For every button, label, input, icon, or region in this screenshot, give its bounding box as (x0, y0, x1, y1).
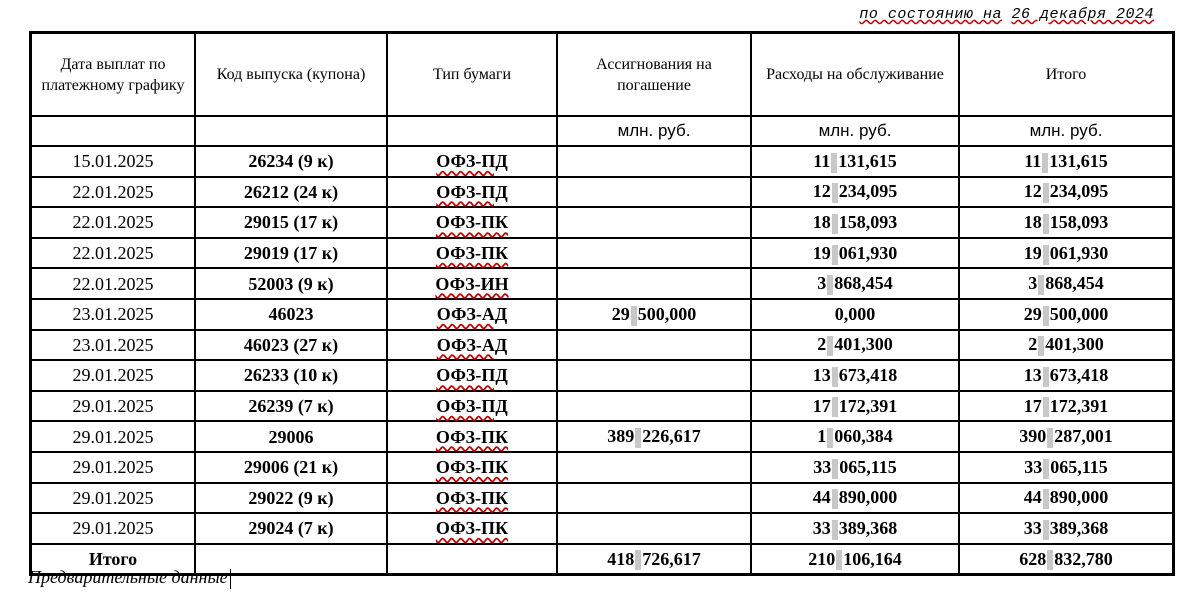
thousands-separator-mark (631, 306, 637, 326)
thousands-separator-mark (1047, 428, 1053, 448)
thousands-separator-mark (827, 336, 833, 356)
thousands-separator-mark (831, 153, 837, 173)
security-type: ОФЗ-АД (436, 334, 508, 355)
cell-date: 22.01.2025 (31, 177, 195, 208)
cell-type (387, 238, 557, 269)
thousands-separator-mark (832, 459, 838, 479)
cell-total (959, 483, 1173, 514)
security-type: ОФЗ-ПК (435, 487, 509, 508)
thousands-separator-mark (635, 550, 641, 570)
table-row (31, 207, 1173, 238)
cell-code: 29006 (21 к) (195, 452, 387, 483)
cell-redemption (557, 483, 751, 514)
cell-type (387, 268, 557, 299)
number-rest: 131,615 (1049, 150, 1108, 171)
thousands-separator-mark (1043, 306, 1049, 326)
cell-service (751, 177, 959, 208)
number-thousands: 12 (812, 181, 831, 202)
number-rest: 401,300 (1045, 334, 1104, 355)
totals-service (751, 544, 959, 575)
table-row (31, 452, 1173, 483)
thousands-separator-mark (1043, 520, 1049, 540)
cell-redemption (557, 391, 751, 422)
number-rest: 890,000 (838, 487, 898, 508)
thousands-separator-mark (827, 428, 833, 448)
security-type: ОФЗ-ПК (435, 212, 509, 233)
cell-service (751, 146, 959, 177)
cell-code: 29019 (17 к) (195, 238, 387, 269)
cell-code: 26212 (24 к) (195, 177, 387, 208)
thousands-separator-mark (832, 245, 838, 265)
units-service: млн. руб. (751, 116, 959, 146)
thousands-separator-mark (836, 550, 842, 570)
cell-code: 29024 (7 к) (195, 513, 387, 544)
cell-type (387, 360, 557, 391)
cell-code: 26233 (10 к) (195, 360, 387, 391)
security-type: ОФЗ-ПД (436, 396, 508, 417)
cell-redemption (557, 238, 751, 269)
header-type: Тип бумаги (387, 33, 557, 116)
number-rest: 234,095 (1049, 181, 1109, 202)
number-thousands: 17 (1023, 395, 1042, 416)
thousands-separator-mark (1043, 214, 1049, 234)
number-thousands: 33 (812, 517, 831, 538)
header-date: Дата выплат по платежному графику (31, 33, 195, 116)
cell-service (751, 207, 959, 238)
cell-service (751, 513, 959, 544)
cell-date: 23.01.2025 (31, 299, 195, 330)
cell-redemption (557, 299, 751, 330)
cell-date: 29.01.2025 (31, 452, 195, 483)
cell-service (751, 268, 959, 299)
cell-service (751, 483, 959, 514)
number-rest: 890,000 (1049, 487, 1109, 508)
thousands-separator-mark (827, 275, 833, 295)
cell-date: 22.01.2025 (31, 268, 195, 299)
number-rest: 226,617 (642, 426, 701, 447)
cell-total (959, 207, 1173, 238)
cell-type (387, 391, 557, 422)
number-thousands: 33 (1023, 517, 1042, 538)
cell-total (959, 421, 1173, 452)
cell-redemption (557, 268, 751, 299)
cell-service (751, 421, 959, 452)
number-thousands: 13 (812, 365, 831, 386)
number-thousands: 3 (817, 273, 827, 294)
number-rest: 832,780 (1054, 548, 1113, 569)
number-thousands: 3 (1028, 273, 1038, 294)
as-of-prefix: по состоянию на (859, 6, 1002, 23)
cell-type (387, 299, 557, 330)
units-empty (195, 116, 387, 146)
cell-code: 26234 (9 к) (195, 146, 387, 177)
cell-code: 29015 (17 к) (195, 207, 387, 238)
totals-redemption (557, 544, 751, 575)
thousands-separator-mark (832, 520, 838, 540)
number-rest: 673,418 (838, 365, 898, 386)
security-type: ОФЗ-ПК (435, 518, 509, 539)
cell-type (387, 146, 557, 177)
cell-type (387, 483, 557, 514)
thousands-separator-mark (832, 214, 838, 234)
number-rest: 065,115 (839, 456, 897, 477)
cell-date: 15.01.2025 (31, 146, 195, 177)
cell-code: 29006 (195, 421, 387, 452)
thousands-separator-mark (1042, 153, 1048, 173)
thousands-separator-mark (832, 489, 838, 509)
thousands-separator-mark (635, 428, 641, 448)
cell-date: 22.01.2025 (31, 238, 195, 269)
number-thousands: 11 (813, 150, 831, 171)
number-thousands: 390 (1019, 426, 1047, 447)
number-thousands: 44 (1023, 487, 1042, 508)
number-rest: 060,384 (834, 426, 893, 447)
number-thousands: 11 (1024, 150, 1042, 171)
totals-label: Итого (31, 544, 195, 575)
table-row (31, 146, 1173, 177)
cell-total (959, 391, 1173, 422)
header-row (31, 33, 1173, 116)
cell-service (751, 238, 959, 269)
cell-date: 29.01.2025 (31, 513, 195, 544)
as-of-date (859, 6, 1154, 23)
table-row (31, 513, 1173, 544)
number-thousands: 18 (1023, 212, 1042, 233)
thousands-separator-mark (832, 397, 838, 417)
number-thousands: 2 (817, 334, 827, 355)
header-service: Расходы на обслуживание (751, 33, 959, 116)
units-total: млн. руб. (959, 116, 1173, 146)
number-rest: 065,115 (1050, 456, 1108, 477)
number-rest: 389,368 (838, 517, 898, 538)
thousands-separator-mark (832, 367, 838, 387)
number-rest: 500,000 (637, 303, 697, 324)
thousands-separator-mark (1043, 367, 1049, 387)
cell-redemption (557, 452, 751, 483)
totals-total (959, 544, 1173, 575)
cell-code: 52003 (9 к) (195, 268, 387, 299)
security-type: ОФЗ-ПД (436, 181, 508, 202)
thousands-separator-mark (1038, 336, 1044, 356)
cell-redemption (557, 330, 751, 361)
table-row (31, 238, 1173, 269)
cell-total (959, 146, 1173, 177)
table-row (31, 177, 1173, 208)
cell-service: 0,000 (751, 299, 959, 330)
number-rest: 287,001 (1054, 426, 1113, 447)
thousands-separator-mark (1043, 183, 1049, 203)
cell-date: 29.01.2025 (31, 483, 195, 514)
units-row (31, 116, 1173, 146)
number-rest: 061,930 (1049, 242, 1109, 263)
cell-type (387, 207, 557, 238)
cell-total (959, 177, 1173, 208)
table-row (31, 483, 1173, 514)
cell-service (751, 391, 959, 422)
cell-type (387, 421, 557, 452)
note-text: Предварительные данные (28, 567, 228, 587)
cell-total (959, 299, 1173, 330)
security-type: ОФЗ-АД (436, 304, 508, 325)
payments-table (29, 31, 1175, 576)
number-thousands: 628 (1019, 548, 1047, 569)
cell-code: 46023 (27 к) (195, 330, 387, 361)
number-thousands: 29 (1023, 303, 1042, 324)
number-thousands: 13 (1023, 365, 1042, 386)
number-thousands: 1 (817, 426, 827, 447)
cell-redemption (557, 207, 751, 238)
number-rest: 172,391 (838, 395, 898, 416)
number-thousands: 389 (607, 426, 635, 447)
table-row (31, 360, 1173, 391)
thousands-separator-mark (1047, 550, 1053, 570)
number-thousands: 33 (1024, 456, 1043, 477)
thousands-separator-mark (1043, 459, 1049, 479)
cell-service (751, 330, 959, 361)
cell-total (959, 513, 1173, 544)
number-rest: 158,093 (838, 212, 898, 233)
table-row (31, 299, 1173, 330)
units-empty (31, 116, 195, 146)
security-type: ОФЗ-ПД (436, 365, 508, 386)
cell-date: 29.01.2025 (31, 421, 195, 452)
cell-date: 29.01.2025 (31, 360, 195, 391)
units-empty (387, 116, 557, 146)
cell-total (959, 238, 1173, 269)
number-rest: 500,000 (1049, 303, 1109, 324)
security-type: ОФЗ-ПК (435, 457, 509, 478)
table-row (31, 268, 1173, 299)
totals-empty (387, 544, 557, 575)
number-thousands: 210 (808, 548, 836, 569)
number-thousands: 2 (1028, 334, 1038, 355)
cell-service (751, 360, 959, 391)
number-rest: 158,093 (1049, 212, 1109, 233)
as-of-date-value: 26 декабря 2024 (1011, 6, 1154, 23)
header-total: Итого (959, 33, 1173, 116)
thousands-separator-mark (1043, 489, 1049, 509)
cell-total (959, 360, 1173, 391)
number-thousands: 44 (812, 487, 831, 508)
cell-redemption (557, 177, 751, 208)
cell-code: 26239 (7 к) (195, 391, 387, 422)
number-thousands: 19 (1023, 242, 1042, 263)
number-rest: 234,095 (838, 181, 898, 202)
cell-code: 46023 (195, 299, 387, 330)
cell-redemption (557, 513, 751, 544)
preliminary-note (28, 567, 231, 589)
cell-redemption (557, 421, 751, 452)
security-type: ОФЗ-ПД (436, 151, 508, 172)
header-redemption: Ассигнования на погашение (557, 33, 751, 116)
cell-type (387, 177, 557, 208)
cell-total (959, 330, 1173, 361)
number-rest: 868,454 (834, 273, 893, 294)
number-rest: 131,615 (838, 150, 897, 171)
thousands-separator-mark (1043, 245, 1049, 265)
number-rest: 389,368 (1049, 517, 1109, 538)
number-rest: 868,454 (1045, 273, 1104, 294)
cell-redemption (557, 360, 751, 391)
number-thousands: 29 (611, 303, 630, 324)
number-thousands: 12 (1023, 181, 1042, 202)
table-row (31, 421, 1173, 452)
number-thousands: 19 (812, 242, 831, 263)
cell-total (959, 452, 1173, 483)
number-rest: 401,300 (834, 334, 893, 355)
cell-service (751, 452, 959, 483)
cell-total (959, 268, 1173, 299)
cell-date: 23.01.2025 (31, 330, 195, 361)
thousands-separator-mark (832, 183, 838, 203)
cell-code: 29022 (9 к) (195, 483, 387, 514)
text-cursor (230, 569, 231, 589)
header-code: Код выпуска (купона) (195, 33, 387, 116)
units-redemption: млн. руб. (557, 116, 751, 146)
thousands-separator-mark (1043, 397, 1049, 417)
cell-type (387, 330, 557, 361)
number-thousands: 418 (607, 548, 635, 569)
number-thousands: 18 (812, 212, 831, 233)
number-rest: 673,418 (1049, 365, 1109, 386)
number-rest: 172,391 (1049, 395, 1109, 416)
number-rest: 106,164 (843, 548, 902, 569)
cell-date: 29.01.2025 (31, 391, 195, 422)
table-row (31, 391, 1173, 422)
cell-type (387, 452, 557, 483)
table-row (31, 330, 1173, 361)
number-rest: 061,930 (838, 242, 898, 263)
security-type: ОФЗ-ПК (435, 243, 509, 264)
security-type: ОФЗ-ПК (435, 426, 509, 447)
security-type: ОФЗ-ИН (435, 273, 509, 294)
cell-type (387, 513, 557, 544)
number-thousands: 17 (812, 395, 831, 416)
thousands-separator-mark (1038, 275, 1044, 295)
cell-redemption (557, 146, 751, 177)
number-thousands: 33 (813, 456, 832, 477)
number-rest: 726,617 (642, 548, 701, 569)
cell-date: 22.01.2025 (31, 207, 195, 238)
